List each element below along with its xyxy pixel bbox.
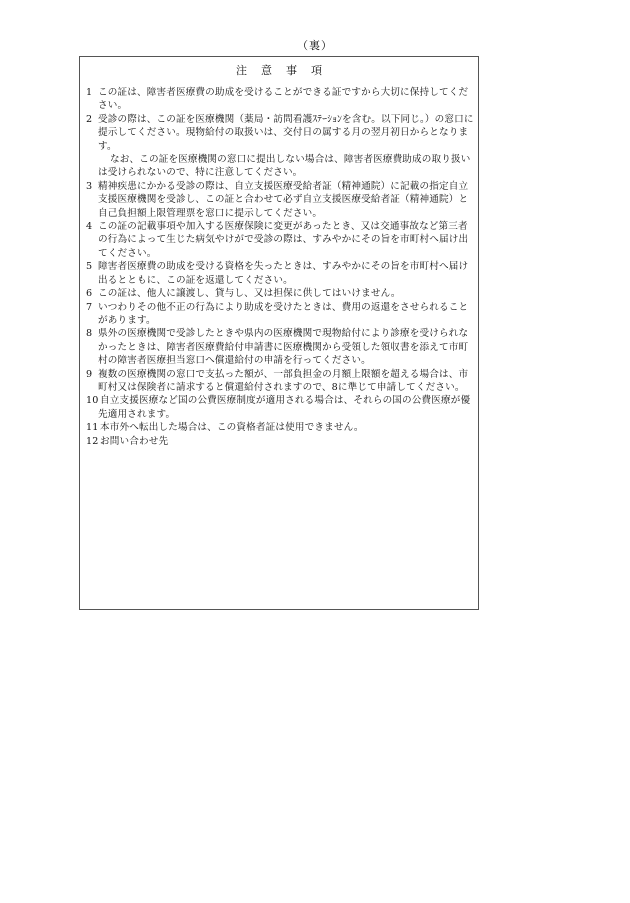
- item-text: いつわりその他不正の行為により助成を受けたときは、費用の返還をさせられることがあります。: [98, 301, 469, 326]
- item-text: 複数の医療機関の窓口で支払った額が、一部負担金の月額上限額を超える場合は、市町村又は保険者に請求すると償還給付されますので、8に準じて申請してください。: [98, 368, 469, 393]
- page-side-label: （裏）: [297, 39, 333, 52]
- item-number: 10: [86, 395, 99, 407]
- notice-item-5: [86, 260, 474, 287]
- item-number: 6: [86, 288, 93, 300]
- item-text: 自立支援医療など国の公費医療制度が適用される場合は、それらの国の公費医療が優先適用されます。: [98, 395, 471, 420]
- notice-item-9: [86, 368, 474, 395]
- notice-box: [79, 56, 479, 610]
- notice-item-6: [86, 287, 474, 300]
- item-number: 7: [86, 301, 93, 313]
- notice-item-11: [86, 421, 474, 434]
- item-number: 11: [86, 422, 99, 434]
- item-text: お問い合わせ先: [100, 435, 169, 447]
- item-number: 4: [86, 221, 93, 233]
- item-note: なお、この証を医療機関の窓口に提出しない場合は、障害者医療費助成の取り扱いは受けられないので、特に注意してください。: [98, 154, 471, 179]
- item-number: 2: [86, 113, 93, 125]
- notice-item-12: [86, 435, 474, 448]
- item-text: 精神疾患にかかる受診の際は、自立支援医療受給者証（精神通院）に記載の指定自立支援医療機関を受診し、この証と合わせて必ず自立支援医療受給者証（精神通院）と自己負担額上限管理票を窓口に提示してください。: [98, 180, 469, 219]
- item-text: この証は、他人に譲渡し、貸与し、又は担保に供してはいけません。: [98, 288, 401, 300]
- item-number: 3: [86, 180, 93, 192]
- item-number: 5: [86, 261, 93, 273]
- item-text: 受診の際は、この証を医療機関（薬局・訪問看護ｽﾃｰｼｮﾝを含む。以下同じ。）の窓口に提示してください。現物給付の取扱いは、交付日の属する月の翌月初日からとなります。: [98, 113, 474, 152]
- notice-item-8: [86, 327, 474, 367]
- item-number: 9: [86, 368, 93, 380]
- item-text: この証は、障害者医療費の助成を受けることができる証ですから大切に保持してください。: [98, 87, 469, 112]
- item-text: 県外の医療機関で受診したときや県内の医療機関で現物給付により診療を受けられなかったときは、障害者医療費給付申請書に医療機関から受領した領収書を添えて市町村の障害者医療担当窓口へ償還給付の申請を行ってください。: [98, 328, 469, 367]
- notice-item-1: [86, 86, 474, 113]
- notice-item-10: [86, 394, 474, 421]
- item-number: 12: [86, 435, 99, 447]
- notice-item-2: [86, 113, 474, 180]
- item-number: 8: [86, 328, 93, 340]
- notice-item-4: [86, 220, 474, 260]
- item-text: 障害者医療費の助成を受ける資格を失ったときは、すみやかにその旨を市町村へ届け出るとともに、この証を返還してください。: [98, 261, 469, 286]
- notice-item-7: [86, 301, 474, 328]
- notice-item-3: [86, 180, 474, 220]
- item-number: 1: [86, 87, 93, 98]
- notice-title: 注意事項: [236, 64, 336, 77]
- item-text: 本市外へ転出した場合は、この資格者証は使用できません。: [100, 422, 364, 434]
- item-text: この証の記載事項や加入する医療保険に変更があったとき、又は交通事故など第三者の行為によって生じた病気やけがで受診の際は、すみやかにその旨を市町村へ届け出てください。: [98, 221, 469, 259]
- notice-list: [80, 86, 478, 448]
